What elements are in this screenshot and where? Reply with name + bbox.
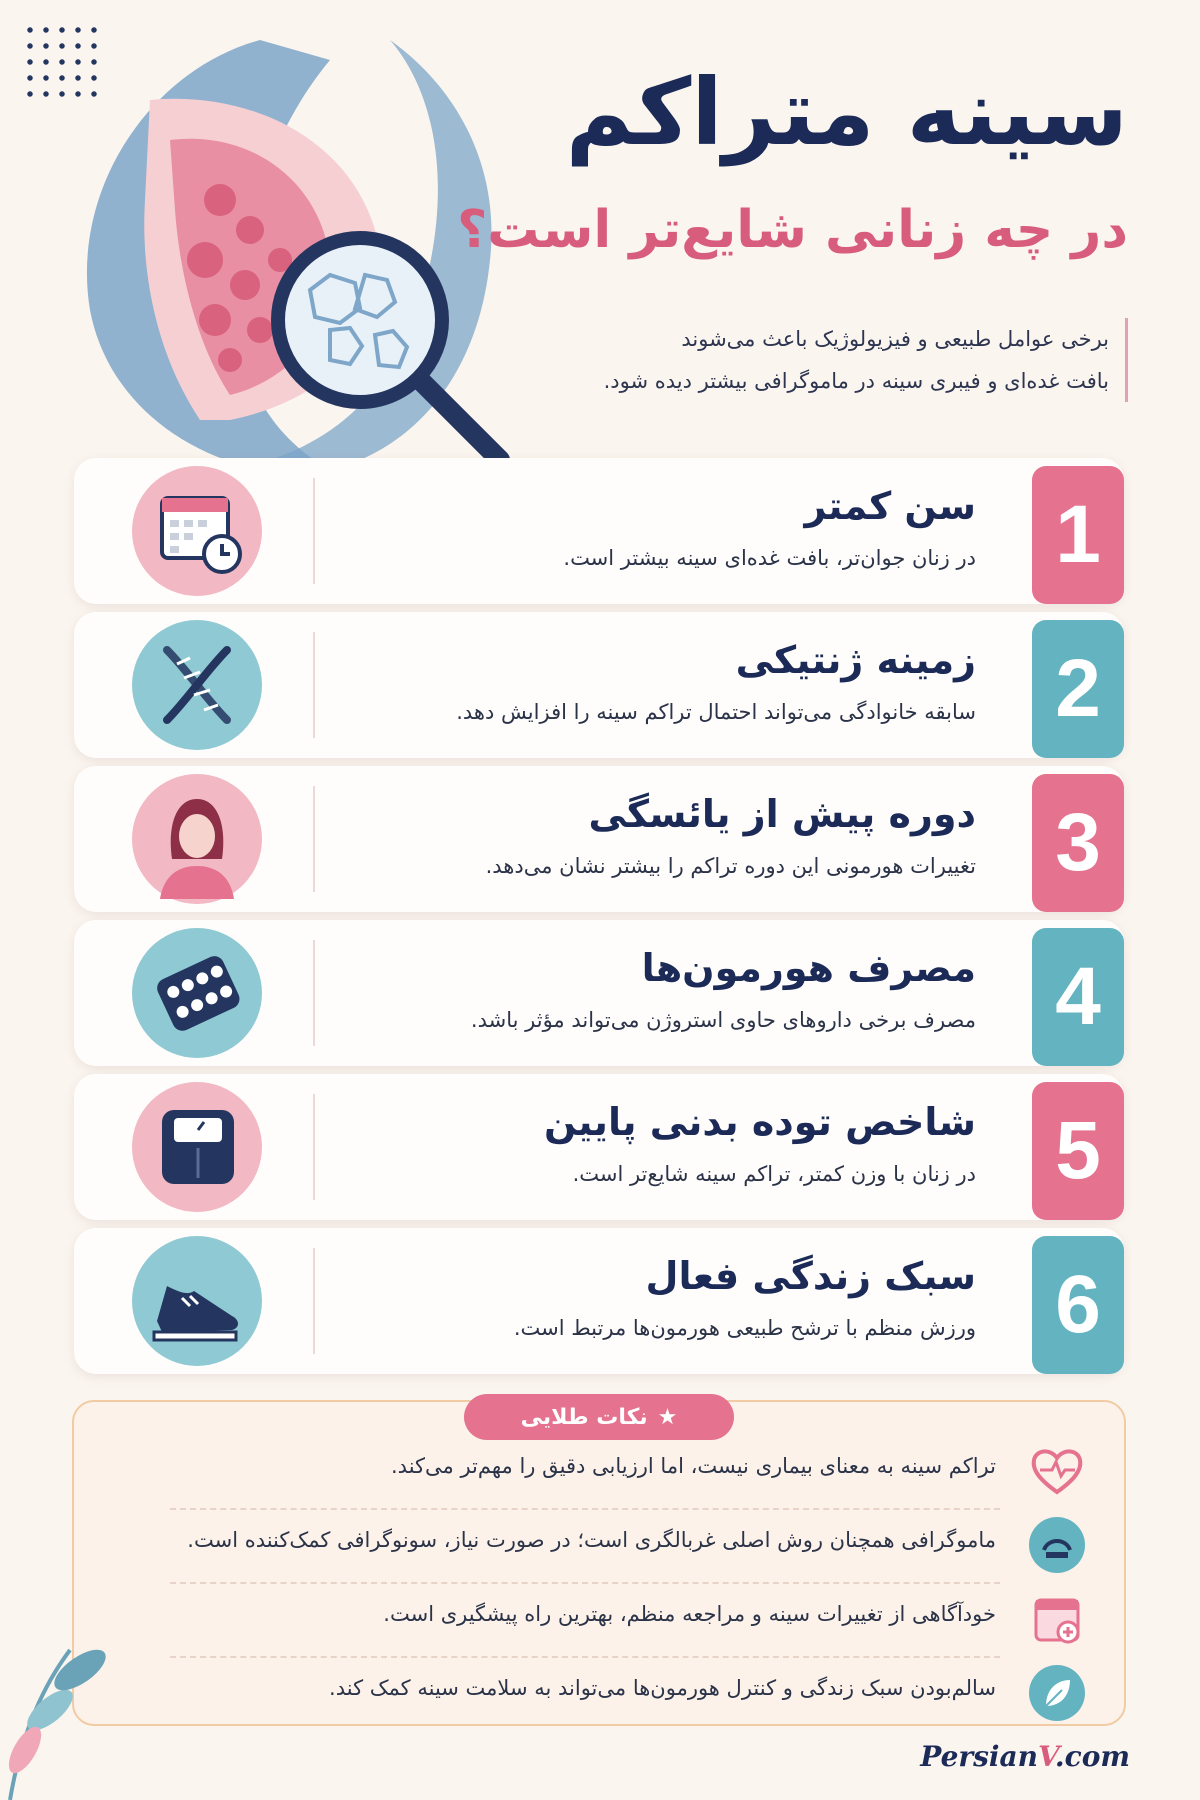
tips-heading: نکات طلایی bbox=[520, 1404, 648, 1430]
factor-description: ورزش منظم با ترشح طبیعی هورمون‌ها مرتبط است. bbox=[513, 1316, 976, 1340]
leaf-icon bbox=[1026, 1662, 1088, 1724]
tip-row-3 bbox=[74, 1584, 1128, 1654]
calendar-plus-icon bbox=[1026, 1588, 1088, 1650]
golden-tips-box bbox=[72, 1400, 1126, 1726]
divider bbox=[313, 1248, 315, 1354]
divider bbox=[313, 632, 315, 738]
divider bbox=[313, 786, 315, 892]
factor-list bbox=[74, 458, 1124, 1382]
divider bbox=[313, 478, 315, 584]
factor-card-1 bbox=[74, 458, 1124, 604]
factor-number: 6 bbox=[1032, 1236, 1124, 1374]
woman-icon bbox=[132, 774, 262, 904]
factor-card-4 bbox=[74, 920, 1124, 1066]
page-title: سینه متراکم bbox=[565, 59, 1128, 166]
factor-title: شاخص توده بدنی پایین bbox=[543, 1100, 976, 1144]
tip-row-1 bbox=[74, 1436, 1128, 1506]
heart-pulse-icon bbox=[1026, 1440, 1088, 1502]
factor-card-3 bbox=[74, 766, 1124, 912]
intro-line-1: برخی عوامل طبیعی و فیزیولوژیک باعث می‌شوند bbox=[681, 327, 1109, 351]
divider bbox=[313, 940, 315, 1046]
page-subtitle: در چه زنانی شایع‌تر است؟ bbox=[457, 200, 1128, 260]
factor-description: در زنان جوان‌تر، بافت غده‌ای سینه بیشتر است. bbox=[563, 546, 976, 570]
divider bbox=[313, 1094, 315, 1200]
factor-description: مصرف برخی داروهای حاوی استروژن می‌تواند مؤثر باشد. bbox=[470, 1008, 976, 1032]
factor-title: سن کمتر bbox=[804, 484, 976, 528]
sneaker-icon bbox=[132, 1236, 262, 1366]
factor-title: زمینه ژنتیکی bbox=[735, 638, 976, 682]
tip-text: خودآگاهی از تغییرات سینه و مراجعه منظم، بهترین راه پیشگیری است. bbox=[383, 1602, 996, 1626]
factor-card-2 bbox=[74, 612, 1124, 758]
tips-heading-badge bbox=[464, 1394, 734, 1440]
factor-title: مصرف هورمون‌ها bbox=[641, 946, 976, 990]
factor-title: سبک زندگی فعال bbox=[645, 1254, 976, 1298]
dna-icon bbox=[132, 620, 262, 750]
tip-text: تراکم سینه به معنای بیماری نیست، اما ارزیابی دقیق را مهم‌تر می‌کند. bbox=[391, 1454, 996, 1478]
scale-icon bbox=[132, 1082, 262, 1212]
factor-description: تغییرات هورمونی این دوره تراکم را بیشتر نشان می‌دهد. bbox=[485, 854, 976, 878]
factor-description: سابقه خانوادگی می‌تواند احتمال تراکم سینه را افزایش دهد. bbox=[456, 700, 976, 724]
pill-pack-icon bbox=[132, 928, 262, 1058]
factor-number: 3 bbox=[1032, 774, 1124, 912]
ultrasound-icon bbox=[1026, 1514, 1088, 1576]
tip-row-2 bbox=[74, 1510, 1128, 1580]
tip-text: ماموگرافی همچنان روش اصلی غربالگری است؛ در صورت نیاز، سونوگرافی کمک‌کننده است. bbox=[187, 1528, 996, 1552]
tip-text: سالم‌بودن سبک زندگی و کنترل هورمون‌ها می‌تواند به سلامت سینه کمک کند. bbox=[329, 1676, 996, 1700]
tip-row-4 bbox=[74, 1658, 1128, 1728]
star-icon: ★ bbox=[657, 1404, 678, 1430]
calendar-clock-icon bbox=[132, 466, 262, 596]
intro-text bbox=[488, 318, 1128, 402]
decorative-leaves bbox=[0, 1590, 120, 1800]
factor-number: 2 bbox=[1032, 620, 1124, 758]
factor-number: 4 bbox=[1032, 928, 1124, 1066]
factor-card-6 bbox=[74, 1228, 1124, 1374]
brand-logo: PersianV.com bbox=[920, 1740, 1130, 1773]
intro-line-2: بافت غده‌ای و فیبری سینه در ماموگرافی بیشتر دیده شود. bbox=[603, 369, 1109, 393]
factor-card-5 bbox=[74, 1074, 1124, 1220]
factor-description: در زنان با وزن کمتر، تراکم سینه شایع‌تر است. bbox=[572, 1162, 976, 1186]
factor-number: 5 bbox=[1032, 1082, 1124, 1220]
factor-number: 1 bbox=[1032, 466, 1124, 604]
factor-title: دوره پیش از یائسگی bbox=[588, 792, 976, 836]
